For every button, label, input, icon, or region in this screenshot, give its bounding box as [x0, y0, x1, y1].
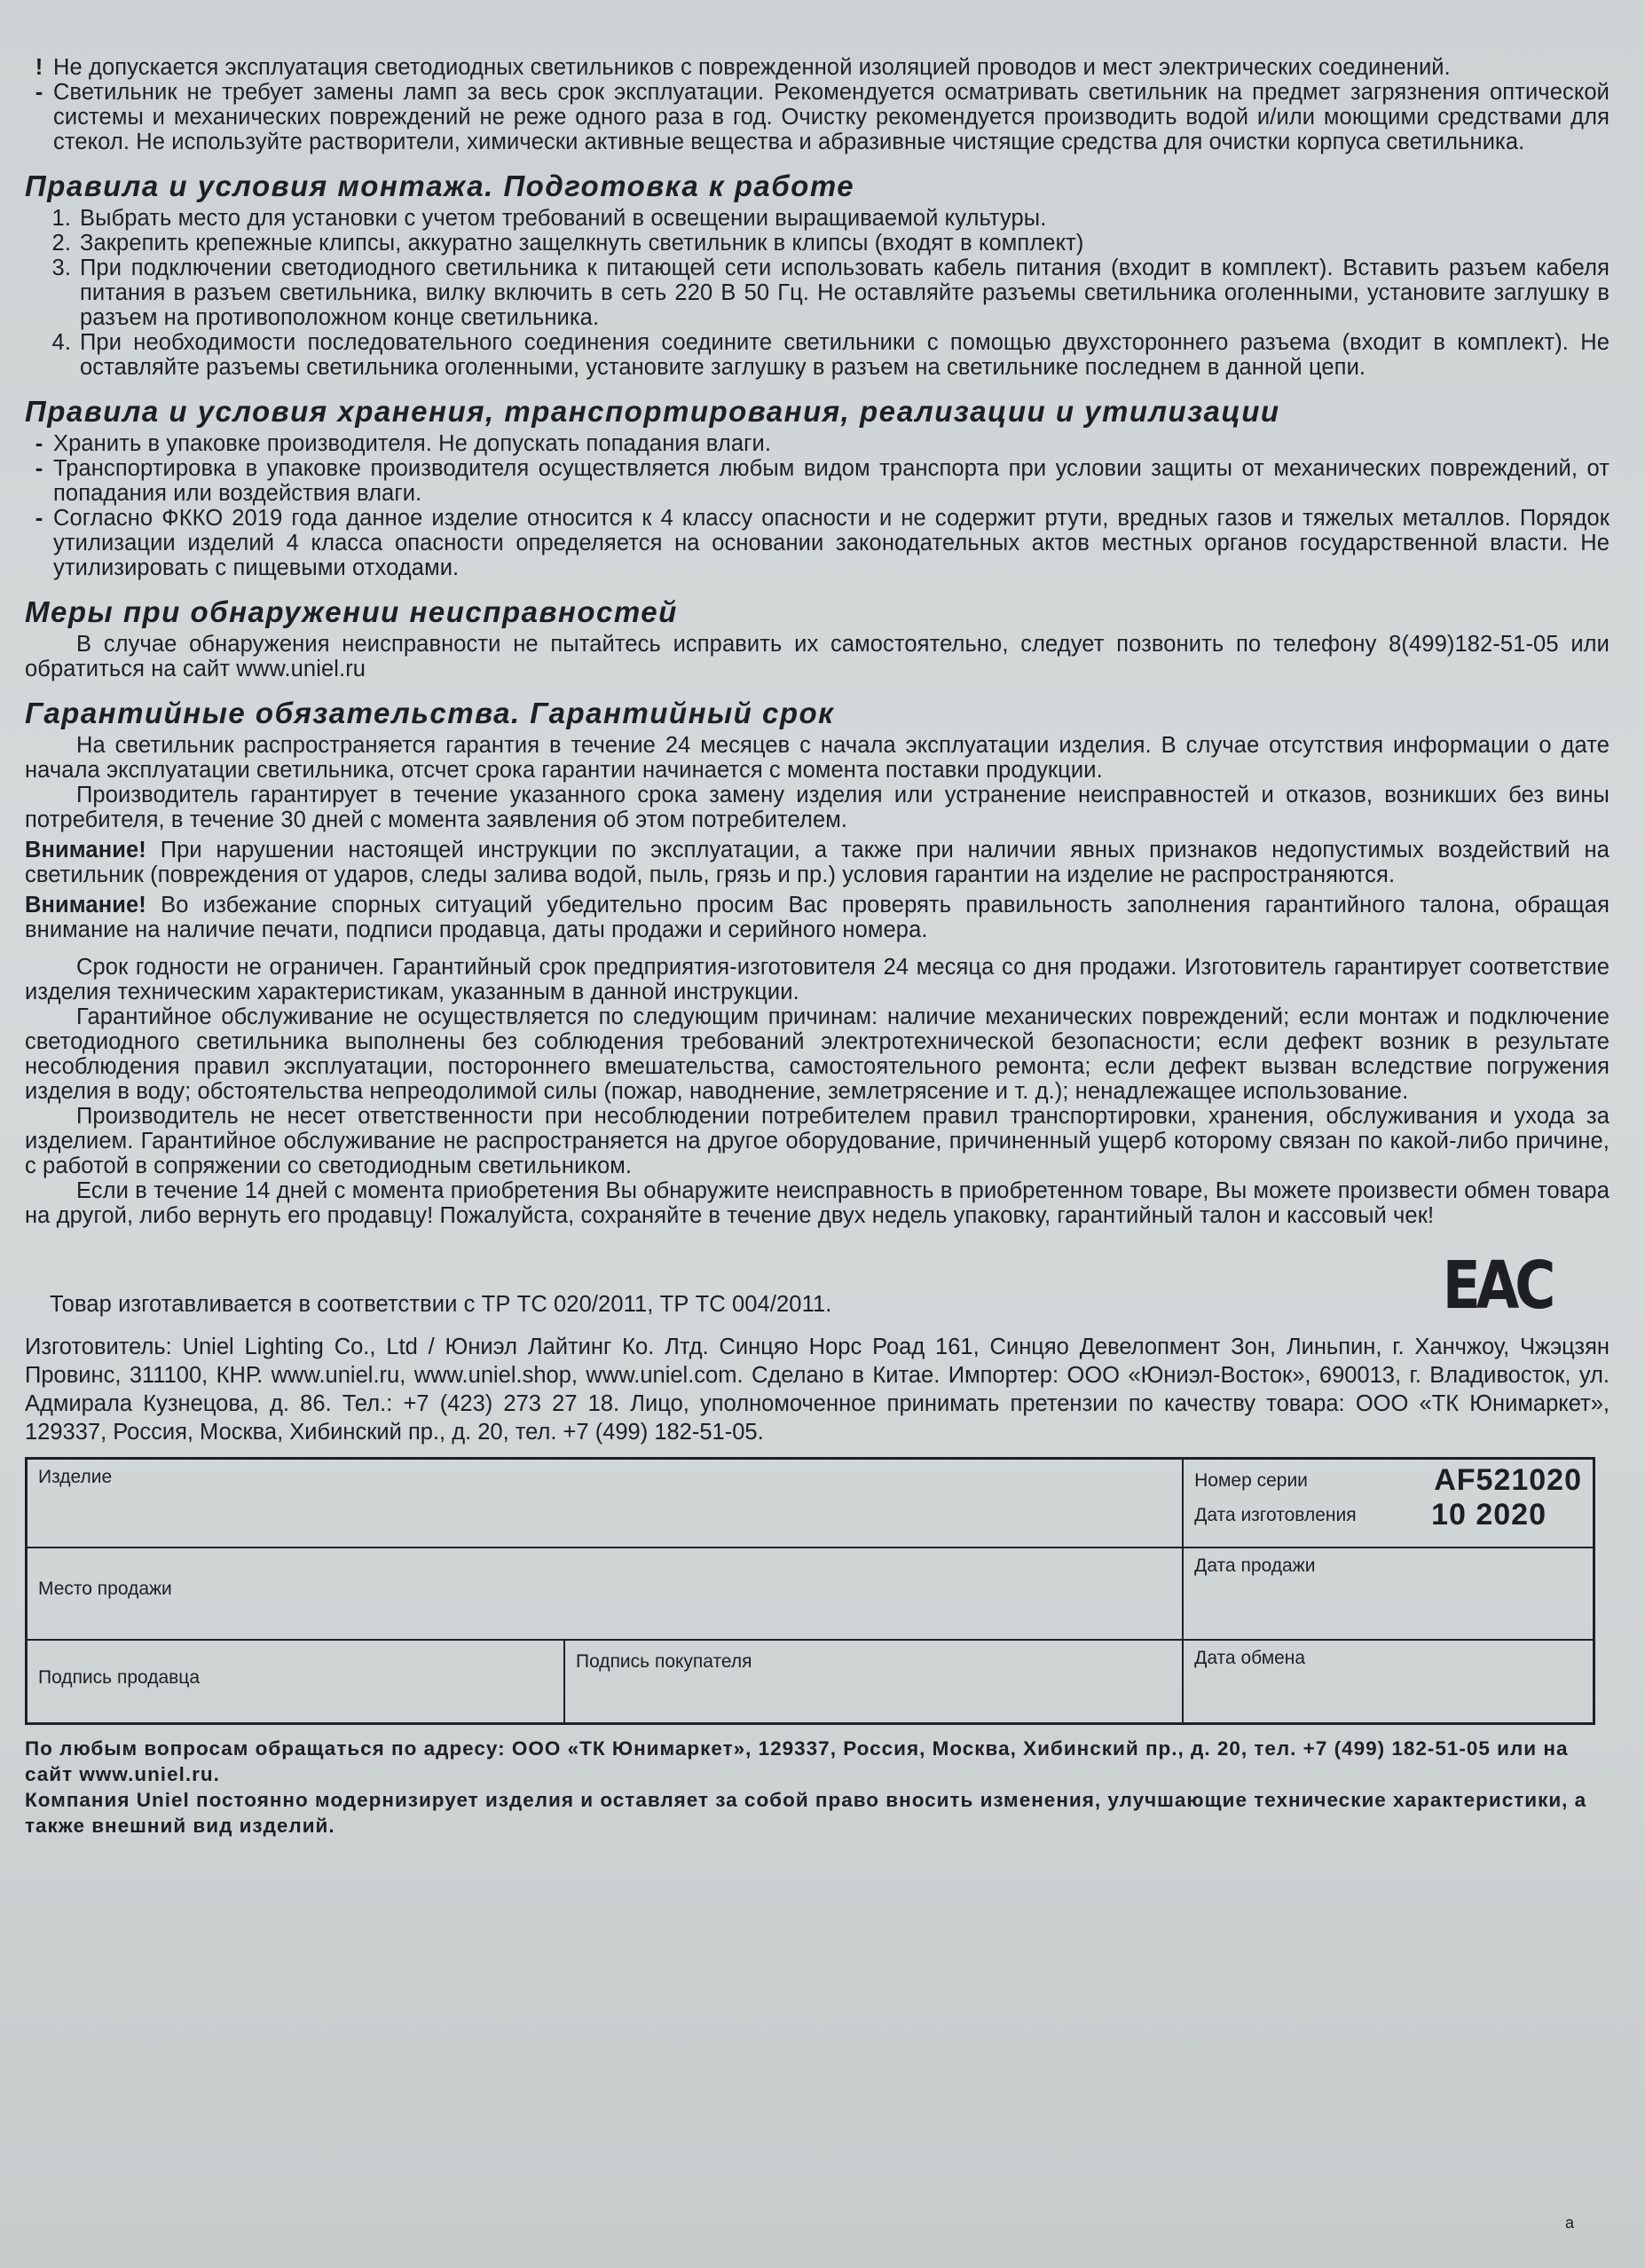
install-heading: Правила и условия монтажа. Подготовка к работе [25, 169, 855, 202]
warranty-attention-2: Внимание! Во избежание спорных ситуаций убедительно просим Вас проверять правильность заполнения гарантийного талона, обращая внимание на наличие печати, подписи продавца, даты продажи и серийного номера. [25, 893, 1610, 942]
page-mark: a [1564, 2214, 1574, 2232]
warranty-paragraph: Если в течение 14 дней с момента приобретения Вы обнаружите неисправность в приобретенном товаре, Вы можете произвести обмен товара на другой, либо вернуть его продавцу! Пожалуйста, сохраняйте в течение двух недель упаковку, гарантийный талон и кассовый чек! [25, 1178, 1610, 1228]
serial-block [1183, 1459, 1594, 1548]
list-item: - Хранить в упаковке производителя. Не допускать попадания влаги. [25, 431, 1610, 456]
warranty-attention-1: Внимание! При нарушении настоящей инструкции по эксплуатации, а также при наличии явных признаков недопустимых воздействий на светильник (повреждения от ударов, следы залива водой, пыль, грязь и пр.) условия гарантии на изделие не распространяются. [25, 838, 1610, 887]
standards-row [25, 1248, 1610, 1324]
insulation-warning: ! Не допускается эксплуатация светодиодных светильников с поврежденной изоляцией проводов и мест электрических соединений. [25, 55, 1610, 80]
warranty-paragraph: На светильник распространяется гарантия в течение 24 месяцев с начала эксплуатации изделия. В случае отсутствия информации о дате начала эксплуатации светильника, отсчет срока гарантии начинается с момента поставки продукции. [25, 733, 1610, 783]
warranty-card [25, 1457, 1595, 1725]
list-item: - Согласно ФККО 2019 года данное изделие относится к 4 классу опасности и не содержит ртути, вредных газов и тяжелых металлов. Порядок утилизации изделий 4 класса опасности определяется на основании законодательных актов местных органов государственной власти. Не утилизировать с пищевыми отходами. [25, 506, 1610, 580]
exclamation-icon: ! [35, 55, 43, 80]
warranty-paragraph: Производитель не несет ответственности при несоблюдении потребителем правил транспортировки, хранения, обслуживания и ухода за изделием. Гарантийное обслуживание не распространяется на другое оборудование, причиненный ущерб которому связан по какой-либо причине, с работой в сопряжении со светодиодным светильником. [25, 1104, 1610, 1178]
made-date: 10 2020 [1431, 1498, 1547, 1532]
contact-footer: По любым вопросам обращаться по адресу: ООО «ТК Юнимаркет», 129337, Россия, Москва, Хибинский пр., д. 20, тел. +7 (499) 182-51-05 или на сайт www.uniel.ru. [25, 1737, 1569, 1785]
storage-heading: Правила и условия хранения, транспортирования, реализации и утилизации [25, 395, 1280, 428]
modernization-note: Компания Uniel постоянно модернизирует изделия и оставляет за собой право вносить изменения, улучшающие технические характеристики, а также внешний вид изделий. [25, 1789, 1587, 1837]
faults-text: В случае обнаружения неисправности не пытайтесь исправить их самостоятельно, следует позвонить по телефону 8(499)182-51-05 или обратиться на сайт www.uniel.ru [25, 632, 1610, 681]
sale-date-field: Дата продажи [1183, 1547, 1594, 1640]
product-field: Изделие [27, 1459, 1184, 1548]
maintenance-note: - Светильник не требует замены ламп за весь срок эксплуатации. Рекомендуется осматривать светильник на предмет загрязнения оптической системы и механических повреждений не реже одного раза в год. Очистку рекомендуется производить водой и/или моющими средствами для стекол. Не используйте растворители, химически активные вещества и абразивные чистящие средства для очистки корпуса светильника. [25, 80, 1610, 154]
warranty-paragraph: Производитель гарантирует в течение указанного срока замену изделия или устранение неисправностей и отказов, возникших без вины потребителя, в течение 30 дней с момента заявления об этом потребителем. [25, 783, 1610, 832]
serial-number: AF521020 [1434, 1463, 1582, 1497]
bullet-dash-icon: - [35, 431, 43, 456]
list-item: - Транспортировка в упаковке производителя осуществляется любым видом транспорта при условии защиты от механических повреждений, от попадания или воздействия влаги. [25, 456, 1610, 506]
faults-heading: Меры при обнаружении неисправностей [25, 595, 678, 628]
bullet-dash-icon: - [35, 80, 43, 105]
serial-label: Номер серии [1194, 1469, 1308, 1491]
manufacturer-info: Изготовитель: Uniel Lighting Co., Ltd / Юниэл Лайтинг Ко. Лтд. Синцяо Норс Роад 161, Синцяо Девелопмент Зон, Линьпин, г. Ханчжоу, Чжэцзян Провинс, 311100, КНР. www.uniel.ru, www.uniel.shop, www.uniel.com. Сделано в Китае. Импортер: ООО «Юниэл-Восток», 690013, г. Владивосток, ул. Адмирала Кузнецова, д. 86. Тел.: +7 (423) 273 27 18. Лицо, уполномоченное принимать претензии по качеству товара: ООО «ТК Юнимаркет», 129337, Россия, Москва, Хибинский пр., д. 20, тел. +7 (499) 182-51-05. [25, 1335, 1610, 1445]
list-item: 1. Выбрать место для установки с учетом требований в освещении выращиваемой культуры. [51, 206, 1047, 231]
warranty-paragraph: Срок годности не ограничен. Гарантийный срок предприятия-изготовителя 24 месяца со дня продажи. Изготовитель гарантирует соответствие изделия техническим характеристикам, указанным в данной инструкции. [25, 955, 1610, 1004]
sale-place-field: Место продажи [27, 1547, 1184, 1640]
list-item: 2. Закрепить крепежные клипсы, аккуратно защелкнуть светильник в клипсы (входят в комплект) [51, 231, 1084, 256]
seller-signature-field: Подпись продавца [27, 1640, 565, 1724]
list-item: 3. При подключении светодиодного светильника к питающей сети использовать кабель питания (входит в комплект). Вставить разъем кабеля питания в разъем светильника, вилку включить в сеть 220 В 50 Гц. Не оставляйте разъемы светильника оголенными, установите заглушку в разъем на противоположном конце светильника. [51, 256, 1610, 330]
list-item: 4. При необходимости последовательного соединения соедините светильники с помощью двухстороннего разъема (входит в комплект). Не оставляйте разъемы светильника оголенными, установите заглушку в разъем на светильнике последнем в данной цепи. [51, 330, 1610, 380]
made-label: Дата изготовления [1194, 1504, 1357, 1525]
warranty-paragraph: Гарантийное обслуживание не осуществляется по следующим причинам: наличие механических повреждений; если монтаж и подключение светодиодного светильника выполнены без соблюдения требований электротехнической безопасности; если дефект возник в результате несоблюдения правил эксплуатации, постороннего вмешательства, самостоятельного ремонта; если дефект вызван вследствие погружения изделия в воду; обстоятельства непреодолимой силы (пожар, наводнение, землетрясение и т. д.); ненадлежащее использование. [25, 1004, 1610, 1104]
storage-list [25, 431, 1610, 580]
exchange-date-field: Дата обмена [1183, 1640, 1594, 1724]
standards-text: Товар изготавливается в соответствии с ТР ТС 020/2011, ТР ТС 004/2011. [50, 1292, 832, 1317]
eac-mark-icon: EAC [1442, 1248, 1552, 1324]
bullet-dash-icon: - [35, 456, 43, 481]
install-list [25, 206, 1610, 380]
buyer-signature-field: Подпись покупателя [564, 1640, 1183, 1724]
bullet-dash-icon: - [35, 506, 43, 531]
warranty-heading: Гарантийные обязательства. Гарантийный срок [25, 697, 835, 729]
